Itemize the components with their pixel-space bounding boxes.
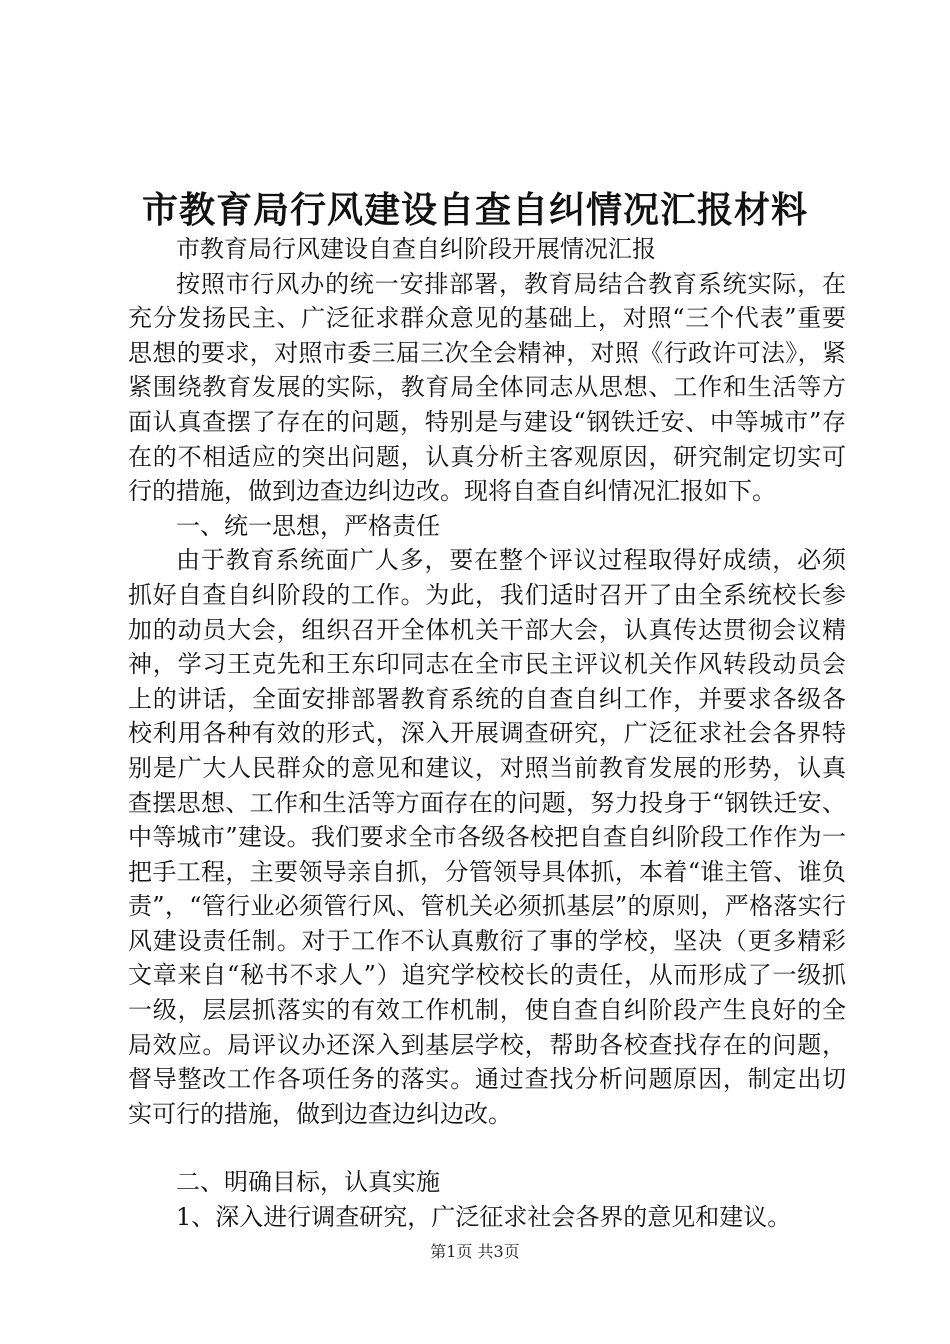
document-title: 市教育局行风建设自查自纠情况汇报材料 <box>141 189 808 231</box>
section-heading-2: 二、明确目标，认真实施 <box>176 1168 440 1197</box>
section-heading-1: 一、统一思想，严格责任 <box>176 511 440 540</box>
section-2-item-1: 1、深入进行调查研究，广泛征求社会各界的意见和建议。 <box>176 1203 792 1232</box>
document-body <box>128 232 846 1235</box>
section-1-paragraph: 由于教育系统面广人多，要在整个评议过程取得好成绩，必须抓好自查自纠阶段的工作。为此，我们适时召开了由全系统校长参加的动员大会，组织召开全体机关干部大会，认真传达贯彻会议精神，学习王克先和王东印同志在全市民主评议机关作风转段动员会上的讲话，全面安排部署教育系统的自查自纠工作，并要求各级各校利用各种有效的形式，深入开展调查研究，广泛征求社会各界特别是广大人民群众的意见和建议，对照当前教育发展的形势，认真查摆思想、工作和生活等方面存在的问题，努力投身于“钢铁迁安、中等城市”建设。我们要求全市各级各校把自查自纠阶段工作作为一把手工程，主要领导亲自抓，分管领导具体抓，本着“谁主管、谁负责”，“管行业必须管行风、管机关必须抓基层”的原则，严格落实行风建设责任制。对于工作不认真敷衍了事的学校，坚决（更多精彩文章来自“秘书不求人”）追究学校校长的责任，从而形成了一级抓一级，层层抓落实的有效工作机制，使自查自纠阶段产生良好的全局效应。局评议办还深入到基层学校，帮助各校查找存在的问题，督导整改工作各项任务的落实。通过查找分析问题原因，制定出切实可行的措施，做到边查边纠边改。 <box>128 546 846 1128</box>
subtitle-paragraph: 市教育局行风建设自查自纠阶段开展情况汇报 <box>176 235 656 263</box>
intro-paragraph: 按照市行风办的统一安排部署，教育局结合教育系统实际，在充分发扬民主、广泛征求群众意见的基础上，对照“三个代表”重要思想的要求，对照市委三届三次全会精神，对照《行政许可法》，紧紧围绕教育发展的实际，教育局全体同志从思想、工作和生活等方面认真查摆了存在的问题，特别是与建设“钢铁迁安、中等城市”存在的不相适应的突出问题，认真分析主客观原因，研究制定切实可行的措施，做到边查边纠边改。现将自查自纠情况汇报如下。 <box>128 269 846 506</box>
page-footer: 第1页 共3页 <box>430 1242 520 1261</box>
